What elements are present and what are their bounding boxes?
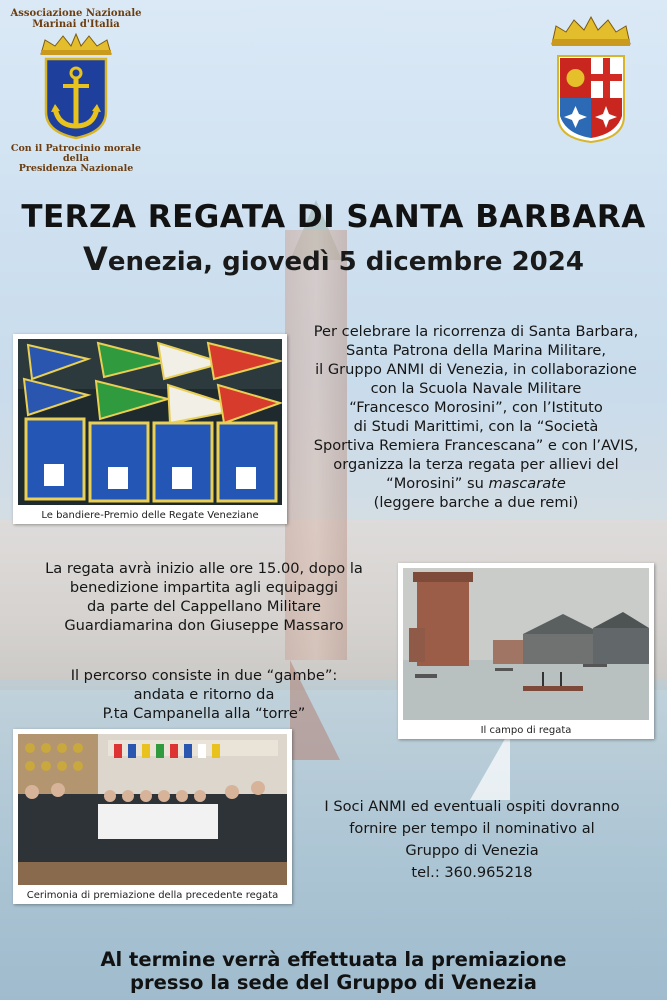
intro-line: Per celebrare la ricorrenza di Santa Barbara, bbox=[313, 323, 639, 340]
intro-line: Santa Patrona della Marina Militare, bbox=[345, 342, 607, 359]
arsenal-tower-illustration bbox=[403, 568, 649, 720]
patronage-line-2: Presidenza Nazionale bbox=[18, 163, 134, 174]
flags-caption: Le bandiere-Premio delle Regate Veneziane bbox=[41, 510, 259, 521]
members-paragraph bbox=[288, 796, 656, 884]
anmi-org-line-2: Marinai d'Italia bbox=[32, 19, 120, 30]
intro-line: Sportiva Remiera Francescana” e con l’AVIS, bbox=[313, 437, 639, 454]
members-line: fornire per tempo il nominativo al bbox=[349, 820, 595, 837]
patronage-line-1: Con il Patrocinio morale della bbox=[10, 143, 142, 164]
start-line: benedizione impartita agli equipaggi bbox=[69, 579, 339, 596]
intro-line: con la Scuola Navale Militare bbox=[370, 380, 582, 397]
start-paragraph bbox=[18, 559, 390, 635]
intro-line: organizza la terza regata per allievi del bbox=[333, 456, 619, 473]
mascarate-term: mascarate bbox=[488, 475, 566, 492]
ceremony-image bbox=[18, 734, 287, 885]
anmi-org-line-1: Associazione Nazionale bbox=[10, 8, 142, 19]
intro-line-boats-text: “Morosini” su bbox=[386, 475, 489, 492]
crown-icon bbox=[37, 32, 115, 56]
navy-coat-of-arms bbox=[546, 14, 636, 144]
start-line: Guardiamarina don Giuseppe Massaro bbox=[64, 617, 344, 634]
ceremony-photo bbox=[13, 729, 292, 904]
event-title: TERZA REGATA DI SANTA BARBARA bbox=[21, 199, 646, 235]
patronage-note bbox=[6, 144, 146, 174]
regatta-field-photo bbox=[398, 563, 654, 739]
start-line: La regata avrà inizio alle ore 15.00, dopo la bbox=[45, 560, 363, 577]
intro-line: il Gruppo ANMI di Venezia, in collaborazione bbox=[315, 361, 637, 378]
footer-line-2: presso la sede del Gruppo di Venezia bbox=[130, 971, 537, 994]
prize-flags-illustration bbox=[18, 339, 282, 505]
intro-line: (leggere barche a due remi) bbox=[373, 494, 579, 511]
naval-crown-icon bbox=[546, 14, 636, 48]
awards-footer bbox=[0, 948, 667, 994]
route-line: andata e ritorno da bbox=[133, 686, 275, 703]
members-line: Gruppo di Venezia bbox=[405, 842, 539, 859]
anmi-logo bbox=[6, 8, 146, 174]
regatta-field-image bbox=[403, 568, 649, 720]
event-date-text: enezia, giovedì 5 dicembre 2024 bbox=[107, 247, 584, 277]
intro-line-boats bbox=[290, 474, 662, 493]
event-date-initial: V bbox=[83, 240, 108, 278]
intro-line: “Francesco Morosini”, con l’Istituto bbox=[349, 399, 603, 416]
route-line: Il percorso consiste in due “gambe”: bbox=[70, 667, 338, 684]
flags-image bbox=[18, 339, 282, 505]
intro-paragraph bbox=[290, 322, 662, 512]
navy-shield-icon bbox=[546, 54, 636, 144]
ceremony-caption: Cerimonia di premiazione della precedente regata bbox=[26, 890, 279, 901]
start-line: da parte del Cappellano Militare bbox=[87, 598, 321, 615]
intro-line: di Studi Marittimi, con la “Società bbox=[353, 418, 599, 435]
footer-line-1: Al termine verrà effettuata la premiazione bbox=[100, 948, 567, 971]
anchor-shield-icon bbox=[43, 56, 109, 140]
phone-number: tel.: 360.965218 bbox=[411, 864, 533, 881]
anmi-org-name bbox=[6, 8, 146, 30]
regatta-field-caption: Il campo di regata bbox=[480, 725, 572, 736]
event-date bbox=[0, 240, 667, 278]
members-line: I Soci ANMI ed eventuali ospiti dovranno bbox=[324, 798, 620, 815]
route-paragraph bbox=[18, 666, 390, 723]
award-ceremony-illustration bbox=[18, 734, 287, 885]
route-line: P.ta Campanella alla “torre” bbox=[102, 705, 306, 722]
flags-photo bbox=[13, 334, 287, 524]
